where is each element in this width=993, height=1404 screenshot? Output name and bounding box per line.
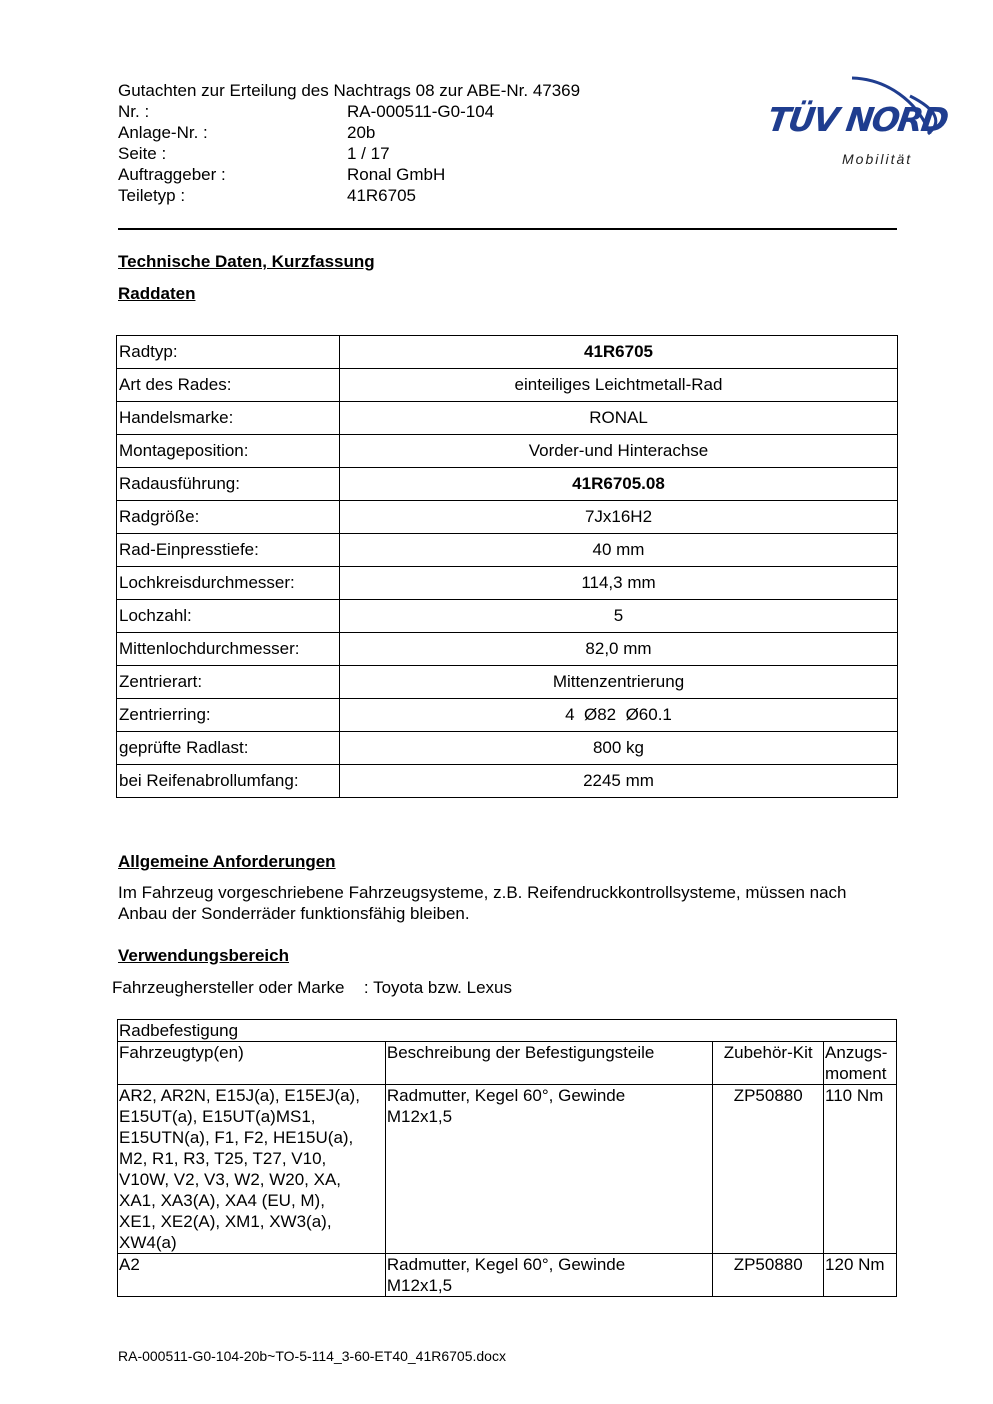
fastening-description-cell — [385, 1085, 712, 1254]
header-value: 20b — [347, 123, 376, 142]
header-label: Teiletyp : — [118, 186, 186, 205]
table-row — [117, 468, 898, 501]
table-cell-label: Rad-Einpresstiefe: — [117, 534, 340, 567]
accessory-kit-cell: ZP50880 — [713, 1254, 824, 1297]
column-header: Beschreibung der Befestigungsteile — [385, 1042, 712, 1085]
column-header: Anzugs-moment — [824, 1042, 897, 1085]
vehicle-types-line: A2 — [119, 1255, 140, 1274]
vehicle-types-line: E15UT(a), E15UT(a)MS1, — [119, 1107, 316, 1126]
table-cell-label: Radausführung: — [117, 468, 340, 501]
table-cell-label: Mittenlochdurchmesser: — [117, 633, 340, 666]
table-cell-value: einteiliges Leichtmetall-Rad — [340, 369, 898, 402]
table-cell-label: bei Reifenabrollumfang: — [117, 765, 340, 798]
fastening-table — [117, 1019, 897, 1297]
fastening-title: Radbefestigung — [118, 1020, 897, 1042]
column-header: Zubehör-Kit — [713, 1042, 824, 1085]
section-heading-allgemein: Allgemeine Anforderungen — [118, 852, 336, 871]
table-cell-label: Handelsmarke: — [117, 402, 340, 435]
table-row — [117, 633, 898, 666]
vehicle-types-line: V10W, V2, V3, W2, W20, XA, — [119, 1170, 342, 1189]
table-cell-value: 114,3 mm — [340, 567, 898, 600]
table-row — [117, 402, 898, 435]
vehicle-types-cell — [118, 1254, 386, 1297]
usage-value: Toyota bzw. Lexus — [373, 978, 512, 997]
header-row — [118, 101, 678, 122]
description-line: Radmutter, Kegel 60°, Gewinde — [386, 1255, 626, 1274]
general-requirements-text: Im Fahrzeug vorgeschriebene Fahrzeugsysteme, z.B. Reifendruckkontrollsysteme, müssen nach Anbau der Sonderräder funktionsfähig bleiben. — [118, 883, 847, 923]
document-footer-filename: RA-000511-G0-104-20b~TO-5-114_3-60-ET40_41R6705.docx — [118, 1348, 506, 1364]
usage-line — [112, 978, 512, 998]
logo-subtitle: Mobilität — [842, 151, 913, 167]
table-cell-value: 4 Ø82 Ø60.1 — [340, 699, 898, 732]
vehicle-types-line: E15UTN(a), F1, F2, HE15U(a), — [119, 1128, 354, 1147]
table-cell-value: 40 mm — [340, 534, 898, 567]
table-cell-label: Radtyp: — [117, 336, 340, 369]
table-cell-value: RONAL — [340, 402, 898, 435]
accessory-kit-cell: ZP50880 — [713, 1085, 824, 1254]
table-row — [117, 732, 898, 765]
document-header — [118, 80, 678, 206]
header-value: 1 / 17 — [347, 144, 390, 163]
description-line: M12x1,5 — [386, 1107, 453, 1126]
section-heading-verwendung: Verwendungsbereich — [118, 946, 289, 965]
header-label: Seite : — [118, 144, 167, 163]
table-row — [117, 567, 898, 600]
tuv-nord-logo — [760, 56, 950, 176]
header-row — [118, 164, 678, 185]
header-label: Nr. : — [118, 102, 150, 121]
report-title: Gutachten zur Erteilung des Nachtrags 08 zur ABE-Nr. 47369 — [118, 81, 581, 100]
table-row — [118, 1254, 897, 1297]
table-cell-value: 2245 mm — [340, 765, 898, 798]
table-row — [117, 699, 898, 732]
table-row — [117, 369, 898, 402]
table-cell-label: Radgröße: — [117, 501, 340, 534]
section-heading-tech: Technische Daten, Kurzfassung — [118, 252, 375, 271]
header-value: RA-000511-G0-104 — [347, 102, 495, 121]
table-row — [117, 534, 898, 567]
vehicle-types-line: XA1, XA3(A), XA4 (EU, M), — [119, 1191, 325, 1210]
table-cell-value: 5 — [340, 600, 898, 633]
wheel-data-table — [116, 335, 898, 798]
usage-label: Fahrzeughersteller oder Marke — [112, 978, 345, 997]
header-value: Ronal GmbH — [347, 165, 446, 184]
column-header: Fahrzeugtyp(en) — [118, 1042, 386, 1085]
table-cell-label: Zentrierring: — [117, 699, 340, 732]
table-cell-value: 7Jx16H2 — [340, 501, 898, 534]
vehicle-types-line: AR2, AR2N, E15J(a), E15EJ(a), — [119, 1086, 360, 1105]
table-cell-value: 41R6705.08 — [340, 468, 898, 501]
table-cell-value: 82,0 mm — [340, 633, 898, 666]
description-line: M12x1,5 — [386, 1276, 453, 1295]
table-cell-label: Zentrierart: — [117, 666, 340, 699]
table-cell-label: Lochzahl: — [117, 600, 340, 633]
vehicle-types-cell — [118, 1085, 386, 1254]
fastening-description-cell — [385, 1254, 712, 1297]
header-divider — [118, 228, 897, 230]
header-label: Anlage-Nr. : — [118, 123, 208, 142]
vehicle-types-line: XW4(a) — [119, 1233, 177, 1252]
description-line: Radmutter, Kegel 60°, Gewinde — [386, 1086, 626, 1105]
table-cell-label: Montageposition: — [117, 435, 340, 468]
table-cell-label: geprüfte Radlast: — [117, 732, 340, 765]
table-row — [117, 666, 898, 699]
table-row — [118, 1020, 897, 1042]
header-row — [118, 185, 678, 206]
table-cell-value: Vorder-und Hinterachse — [340, 435, 898, 468]
header-row — [118, 122, 678, 143]
header-row — [118, 143, 678, 164]
header-label: Auftraggeber : — [118, 165, 226, 184]
table-row — [117, 501, 898, 534]
table-header-row — [118, 1042, 897, 1085]
header-value: 41R6705 — [347, 186, 417, 205]
section-heading-raddaten: Raddaten — [118, 284, 196, 303]
vehicle-types-line: XE1, XE2(A), XM1, XW3(a), — [119, 1212, 332, 1231]
vehicle-types-line: M2, R1, R3, T25, T27, V10, — [119, 1149, 327, 1168]
table-cell-label: Art des Rades: — [117, 369, 340, 402]
table-row — [117, 336, 898, 369]
table-cell-value: 41R6705 — [340, 336, 898, 369]
table-cell-value: Mittenzentrierung — [340, 666, 898, 699]
table-row — [117, 765, 898, 798]
table-row — [118, 1085, 897, 1254]
table-row — [117, 435, 898, 468]
usage-separator: : — [363, 978, 369, 997]
torque-cell: 120 Nm — [824, 1254, 897, 1297]
table-row — [117, 600, 898, 633]
logo-wordmark: TÜV NORD — [765, 100, 950, 139]
torque-cell: 110 Nm — [824, 1085, 897, 1254]
table-cell-value: 800 kg — [340, 732, 898, 765]
table-cell-label: Lochkreisdurchmesser: — [117, 567, 340, 600]
